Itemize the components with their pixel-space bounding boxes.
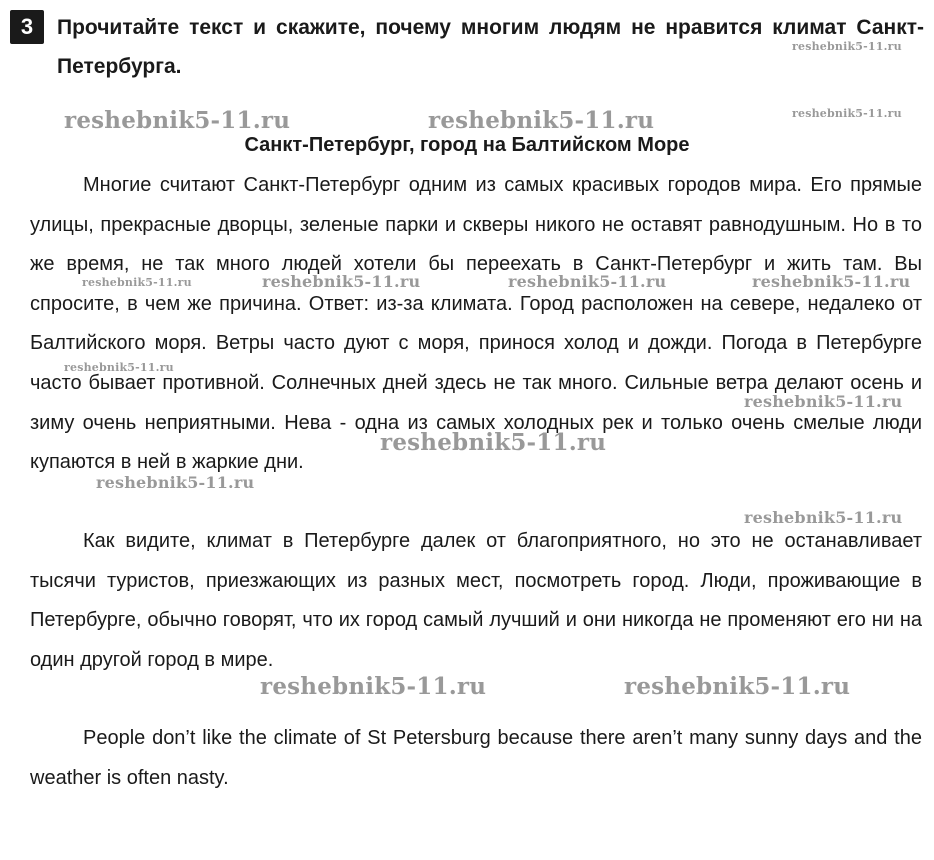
watermark: reshebnik5-11.ru <box>82 276 192 289</box>
task-header <box>10 8 924 86</box>
watermark: reshebnik5-11.ru <box>792 107 902 120</box>
watermark: reshebnik5-11.ru <box>262 272 421 291</box>
text-paragraph-1 <box>30 166 922 483</box>
answer-text <box>30 719 922 798</box>
watermark: reshebnik5-11.ru <box>744 508 903 527</box>
watermark: reshebnik5-11.ru <box>792 40 902 53</box>
text-title: Санкт-Петербург, город на Балтийском Море <box>244 134 690 156</box>
task-instruction: Прочитайте текст и скажите, почему многим людям не нравится климат Санкт-Петербурга. <box>57 16 924 78</box>
watermark: reshebnik5-11.ru <box>428 107 655 134</box>
paragraph: Многие считают Санкт-Петербург одним из самых красивых городов мира. Его прямые улицы, прекрасные дворцы, зеленые парки и скверы никого не оставят равнодушным. Но в то же время, не так много людей хотели бы переехать в Санкт-Петербург и жить там. Вы спросите, в чем же причина. Ответ: из-за климата. Город расположен на севере, недалеко от Балтийского моря. Ветры часто дуют с моря, принося холод и дожди. Погода в Петербурге часто бывает противной. Солнечных дней здесь не так много. Сильные ветра делают осень и зиму очень неприятными. Нева - одна из самых холодных рек и только очень смелые люди купаются в ней в жаркие дни. <box>30 174 922 474</box>
watermark: reshebnik5-11.ru <box>260 673 487 700</box>
watermark: reshebnik5-11.ru <box>380 429 607 456</box>
watermark: reshebnik5-11.ru <box>508 272 667 291</box>
text-paragraph-2 <box>30 522 922 680</box>
watermark: reshebnik5-11.ru <box>64 361 174 374</box>
watermark: reshebnik5-11.ru <box>96 473 255 492</box>
watermark: reshebnik5-11.ru <box>64 107 291 134</box>
watermark: reshebnik5-11.ru <box>752 272 911 291</box>
answer-paragraph: People don’t like the climate of St Petersburg because there aren’t many sunny days and the weather is often nasty. <box>30 727 922 789</box>
task-number-badge: 3 <box>10 10 44 44</box>
watermark: reshebnik5-11.ru <box>624 673 851 700</box>
watermark: reshebnik5-11.ru <box>744 392 903 411</box>
paragraph: Как видите, климат в Петербурге далек от благоприятного, но это не останавливает тысячи туристов, приезжающих из разных мест, посмотреть город. Люди, проживающие в Петербурге, обычно говорят, что их город самый лучший и они никогда не променяют его ни на один другой город в мире. <box>30 530 922 671</box>
